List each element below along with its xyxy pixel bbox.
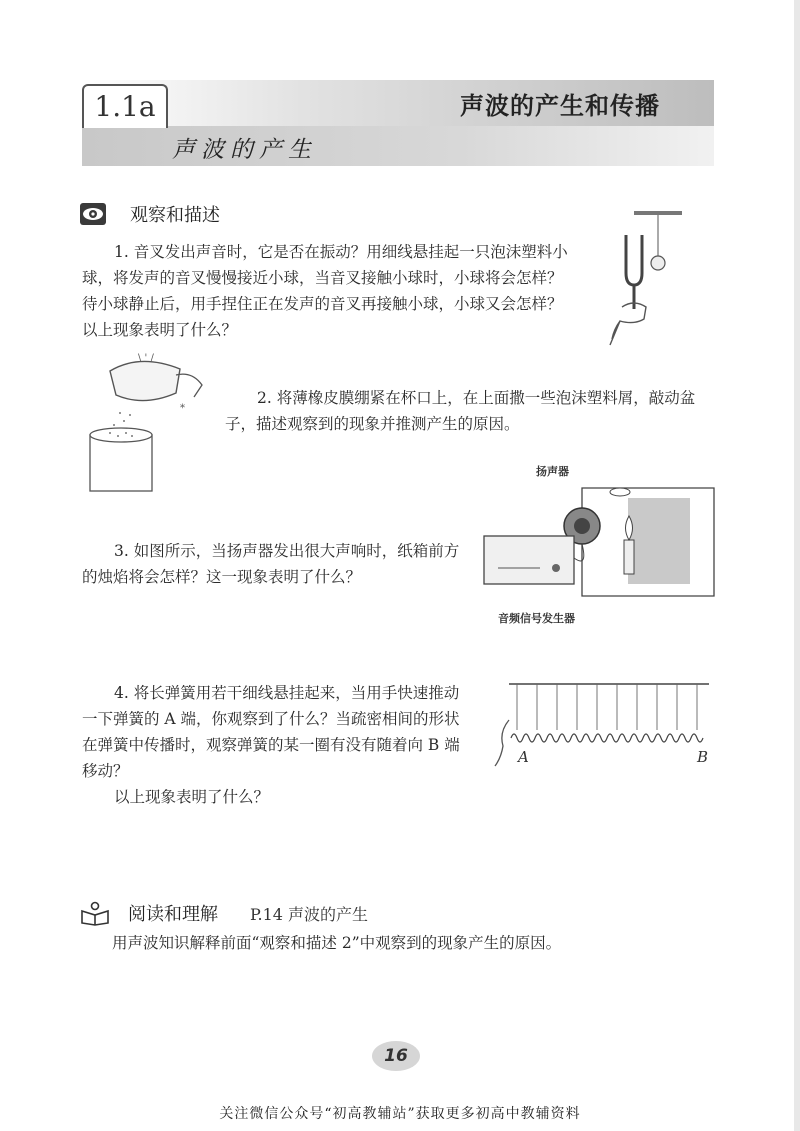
paragraph-1-line: 球，将发声的音叉慢慢接近小球，当音叉接触小球时，小球将会怎样？ [82,269,563,287]
read-text: 用声波知识解释前面“观察和描述 2”中观察到的现象产生的原因。 [112,934,562,952]
paragraph-1-line: 以上现象表明了什么？ [82,321,238,339]
read-reference: P.14 声波的产生 [250,904,369,924]
paragraph-4-line: 一下弹簧的 A 端，你观察到了什么？当疏密相间的形状 [82,710,460,728]
basin-drum-figure [80,345,220,495]
eye-icon [80,203,106,225]
spring-end-b-label: B [697,748,709,766]
paragraph-4-line: 移动？ [82,762,129,780]
suspension-threads [517,684,697,730]
paragraph-3 [82,538,472,590]
paragraph-4-line: 4. 将长弹簧用若干细线悬挂起来，当用手快速推动 [114,684,460,702]
page-edge [794,0,800,1131]
candle [624,540,634,574]
paragraph-1-line: 待小球静止后，用手捏住正在发声的音叉再接触小球，小球又会怎样？ [82,295,563,313]
book-icon [80,901,110,925]
paragraph-2 [225,385,715,437]
observe-heading [80,201,220,227]
spring-end-a-label: A [518,748,529,766]
cup [90,435,152,491]
spring-coil [511,734,703,742]
hand [610,303,646,345]
box-inner-wall [628,498,690,584]
speaker-label: 扬声器 [536,465,569,478]
read-heading [80,900,368,926]
svg-text:*: * [180,403,185,414]
footer-note: 关注微信公众号“初高教辅站”获取更多初高中教辅资料 [219,1106,581,1122]
tuning-fork [626,235,642,285]
paragraph-3-line: 3. 如图所示，当扬声器发出很大声响时，纸箱前方 [114,542,460,560]
paragraph-2-line: 子，描述观察到的现象并推测产生的原因。 [225,415,520,433]
rubber-membrane [90,428,152,442]
paragraph-4 [82,680,492,810]
basin [110,361,180,400]
signal-generator [484,536,574,584]
chapter-title: 声波的产生和传播 [460,92,660,120]
svg-text:\ ' /: \ ' / [138,353,154,364]
paragraph-1 [82,239,602,343]
page-number: 16 [372,1041,420,1071]
paragraph-3-line: 的烛焰将会怎样？这一现象表明了什么？ [82,568,362,586]
read-heading-label: 阅读和理解 [128,904,218,925]
striking-hand [176,374,202,397]
box-hole [610,488,630,496]
paragraph-4-conclusion: 以上现象表明了什么？ [114,788,270,806]
tuning-fork-figure [600,205,690,355]
section-number: 1.1a [82,84,168,128]
speaker-box-figure [478,478,718,608]
generator-label: 音频信号发生器 [498,612,575,625]
foam-ball [651,256,665,270]
observe-heading-label: 观察和描述 [130,205,220,226]
paragraph-2-line: 2. 将薄橡皮膜绷紧在杯口上，在上面撒一些泡沫塑料屑，敲动盆 [257,389,696,407]
paragraph-4-line: 在弹簧中传播时，观察弹簧的某一圈有没有随着向 B 端 [82,736,460,754]
support-bar [634,211,682,215]
paragraph-1-line: 1. 音叉发出声音时，它是否在振动？用细线悬挂起一只泡沫塑料小 [114,243,568,261]
section-subtitle: 声波的产生 [172,137,317,163]
pushing-hand [495,720,509,766]
